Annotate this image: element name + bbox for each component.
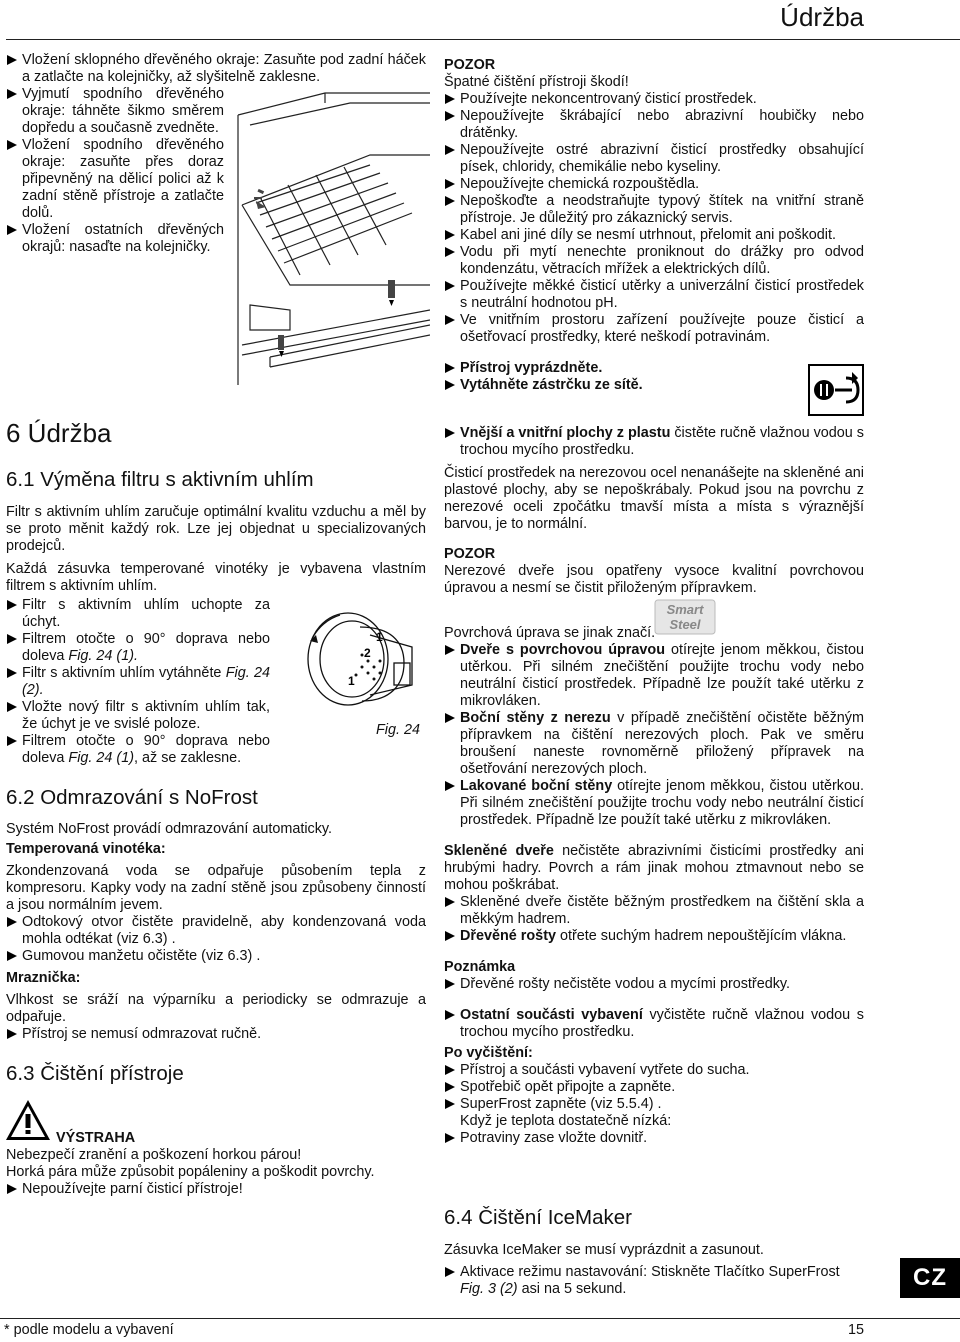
warning-text bbox=[6, 1147, 426, 1198]
list-item: Gumovou manžetu očistěte (viz 6.3) . bbox=[6, 948, 426, 965]
paragraph: Povrchová úprava se jinak značí. bbox=[444, 625, 656, 641]
shelf-instructions bbox=[6, 86, 224, 256]
prep-steps bbox=[444, 360, 784, 394]
list-item: Vložení sklopného dřevěného okraje: Zasuňte pod zadní háček a zatlačte na kolejničky, až slyšitelně zaklesne. bbox=[6, 52, 426, 86]
svg-text:Smart: Smart bbox=[666, 602, 704, 617]
list-item: Nepoužívejte parní čisticí přístroje! bbox=[6, 1181, 426, 1198]
list-item: Odtokový otvor čistěte pravidelně, aby kondenzovaná voda mohla odtékat (viz 6.3) . bbox=[6, 914, 426, 948]
list-item: Vložení ostatních dřevěných okrajů: nasaďte na kolejničky. bbox=[6, 222, 224, 256]
page-number: 15 bbox=[847, 1322, 864, 1338]
paragraph: Čisticí prostředek na nerezovou ocel nenanášejte na skleněné ani plastové plochy, aby se nepoškrábaly. Pokud jsou na povrchu z nerezové oceli zpočátku tmavší místa a místa s výraznější barvou, je to normální. bbox=[444, 465, 864, 532]
list-item: Skleněné dveře čistěte běžným prostředkem na čištění skla a měkkým hadrem. bbox=[444, 894, 864, 928]
note-title: Poznámka bbox=[444, 959, 516, 975]
list-item: Nepoškoďte a neodstraňujte typový štítek na vnitřní straně přístroje. Je důležitý pro zákaznický servis. bbox=[444, 193, 864, 227]
list-item: Aktivace režimu nastavování: Stiskněte Tlačítko SuperFrost Fig. 3 (2) asi na 5 sekund. bbox=[444, 1264, 864, 1298]
list-item: Kabel ani jiné díly se nesmí utrhnout, přelomit ani poškodit. bbox=[444, 227, 864, 244]
fig-mark: 1 bbox=[376, 630, 383, 644]
paragraph: Zkondenzovaná voda se odpařuje působením tepla z kompresoru. Kapky vody na zadní stěně jsou způsobeny činností a jsou normálním jevem. bbox=[6, 863, 426, 913]
list-item: Přístroj se nemusí odmrazovat ručně. bbox=[6, 1026, 426, 1043]
list-item: Vložení spodního dřevěného okraje: zasuňte přes doraz připevněný na dělicí polici až k zadní stěně přístroje a zatlačte dolů. bbox=[6, 137, 224, 222]
icemaker-section bbox=[444, 1242, 864, 1298]
warning-title: VÝSTRAHA bbox=[56, 1130, 136, 1146]
list-item: Filtr s aktivním uhlím vytáhněte Fig. 24 (2). bbox=[6, 665, 270, 699]
fig-mark: 1 bbox=[348, 674, 355, 688]
list-item: Boční stěny z nerezu v případě znečištění očistěte běžným přípravkem na čištění nerezových ploch. Pak ve směru broušení naneste rovnoměrně přiložený přípravek na ošetřování nerezových ploch. bbox=[444, 710, 864, 778]
subsection-title-6-1: 6.1 Výměna filtru s aktivním uhlím bbox=[6, 468, 314, 491]
wine-shelf-illustration bbox=[230, 85, 430, 390]
cleaning-instructions bbox=[444, 425, 864, 1147]
list-item: Ostatní součásti vybavení vyčistěte ručně vlažnou vodou s trochou mycího prostředku. bbox=[444, 1007, 864, 1041]
list-item: Nepoužívejte škrábající nebo abrazivní houbičky nebo drátěnky. bbox=[444, 108, 864, 142]
header-rule bbox=[6, 39, 960, 40]
shelf-instructions-top bbox=[6, 52, 426, 86]
section-title: 6 Údržba bbox=[6, 418, 112, 448]
list-item: Dveře s povrchovou úpravou otírejte jenom měkkou, čistou utěrkou. Při silném znečištění použijte trochu vody nebo neutrální čisticí prostředek. Případně lze použít také utěrku z mikrovláken. bbox=[444, 642, 864, 710]
list-item: Vložte nový filtr s aktivním uhlím tak, že úchyt je ve svislé poloze. bbox=[6, 699, 270, 733]
filter-steps bbox=[6, 597, 270, 767]
list-item: Vodu při mytí nenechte proniknout do drážky pro odvod kondenzátu, větracích mřížek a elektrických dílů. bbox=[444, 244, 864, 278]
list-item: Filtrem otočte o 90° doprava nebo doleva Fig. 24 (1), až se zaklesne. bbox=[6, 733, 270, 767]
fig-mark: 2 bbox=[364, 646, 371, 660]
list-item: Přístroj vyprázdněte. bbox=[444, 360, 784, 377]
paragraph: Horká pára může způsobit popáleniny a poškodit povrchy. bbox=[6, 1164, 375, 1180]
subheading: Po vyčištění: bbox=[444, 1045, 533, 1061]
list-item: SuperFrost zapněte (viz 5.5.4) . bbox=[444, 1096, 864, 1113]
subsection-title-6-4: 6.4 Čištění IceMaker bbox=[444, 1206, 632, 1229]
svg-text:Steel: Steel bbox=[669, 617, 701, 632]
running-title: Údržba bbox=[780, 2, 864, 32]
paragraph: Nebezpečí zranění a poškození horkou párou! bbox=[6, 1147, 302, 1163]
list-item: Spotřebič opět připojte a zapněte. bbox=[444, 1079, 864, 1096]
list-item: Ve vnitřním prostoru zařízení používejte pouze čisticí a ošetřovací prostředky, které neškodí potravinám. bbox=[444, 312, 864, 346]
unplug-icon bbox=[808, 364, 864, 416]
list-item: Dřevěné rošty otřete suchým hadrem nepouštějícím vlákna. bbox=[444, 928, 864, 945]
caution-title: POZOR bbox=[444, 57, 496, 73]
smart-steel-logo bbox=[654, 599, 716, 635]
list-item: Vytáhněte zástrčku ze sítě. bbox=[444, 377, 784, 394]
subheading: Temperovaná vinotéka: bbox=[6, 841, 166, 857]
warning-icon bbox=[4, 1098, 52, 1142]
paragraph: Nerezové dveře jsou opatřeny vysoce kvalitní povrchovou úpravou a nesmí se čistit přiloženým přípravkem. bbox=[444, 563, 864, 596]
footnote: * podle modelu a vybavení bbox=[4, 1322, 174, 1338]
list-item: Filtrem otočte o 90° doprava nebo doleva Fig. 24 (1). bbox=[6, 631, 270, 665]
figure-label: Fig. 24 bbox=[376, 722, 420, 738]
subsection-title-6-3: 6.3 Čištění přístroje bbox=[6, 1062, 184, 1085]
language-badge: CZ bbox=[900, 1258, 960, 1298]
list-item: Filtr s aktivním uhlím uchopte za úchyt. bbox=[6, 597, 270, 631]
filter-illustration bbox=[300, 605, 424, 713]
filter-intro bbox=[6, 504, 426, 595]
subsection-title-6-2: 6.2 Odmrazování s NoFrost bbox=[6, 786, 258, 809]
footer-rule bbox=[0, 1318, 960, 1319]
paragraph: Každá zásuvka temperované vinotéky je vybavena vlastním filtrem s aktivním uhlím. bbox=[6, 561, 426, 594]
caution-box-1 bbox=[444, 57, 864, 346]
list-item: Dřevěné rošty nečistěte vodou a mycími prostředky. bbox=[444, 976, 864, 993]
list-item: Nepoužívejte ostré abrazivní čisticí prostředky obsahující písek, chloridy, chemikálie nebo kyseliny. bbox=[444, 142, 864, 176]
list-item: Vyjmutí spodního dřevěného okraje: táhněte šikmo směrem dopředu a současně zvedněte. bbox=[6, 86, 224, 137]
paragraph: Filtr s aktivním uhlím zaručuje optimální kvalitu vzduchu a měl by se proto měnit každý rok. Lze jej objednat u specializovaných prodejců. bbox=[6, 504, 426, 554]
paragraph: Zásuvka IceMaker se musí vyprázdnit a zasunout. bbox=[444, 1242, 764, 1258]
list-item: Vnější a vnitřní plochy z plastu čistěte ručně vlažnou vodou s trochou mycího prostředku. bbox=[444, 425, 864, 459]
subheading: Mraznička: bbox=[6, 970, 81, 986]
paragraph: Vlhkost se sráží na výparníku a periodicky se odmrazuje a odpařuje. bbox=[6, 992, 426, 1025]
caution-title: POZOR bbox=[444, 546, 496, 562]
list-item: Používejte nekoncentrovaný čisticí prostředek. bbox=[444, 91, 864, 108]
paragraph: Skleněné dveře nečistěte abrazivními čisticími prostředky ani hrubými hadry. Povrch a rám jinak mohou ztmavnout nebo se mohou poškrábat. bbox=[444, 843, 864, 893]
paragraph: Když je teplota dostatečně nízká: bbox=[460, 1113, 672, 1129]
list-item: Nepoužívejte chemická rozpouštědla. bbox=[444, 176, 864, 193]
caution-subtitle: Špatné čištění přístroji škodí! bbox=[444, 74, 629, 90]
nofrost-section bbox=[6, 821, 426, 1043]
paragraph: Systém NoFrost provádí odmrazování automaticky. bbox=[6, 821, 333, 837]
list-item: Používejte měkké čisticí utěrky a univerzální čisticí prostředek s neutrální hodnotou pH. bbox=[444, 278, 864, 312]
list-item: Přístroj a součásti vybavení vytřete do sucha. bbox=[444, 1062, 864, 1079]
list-item: Lakované boční stěny otírejte jenom měkkou, čistou utěrkou. Při silném znečištění použijte trochu vody nebo neutrální čisticí prostředek. Případně lze použít také utěrku z mikrovláken. bbox=[444, 778, 864, 829]
list-item: Potraviny zase vložte dovnitř. bbox=[444, 1130, 864, 1147]
